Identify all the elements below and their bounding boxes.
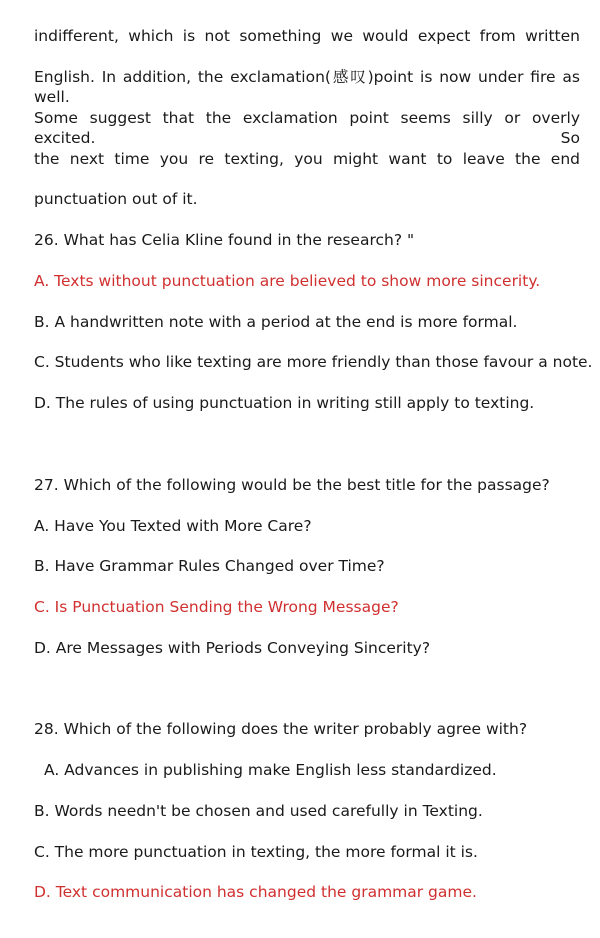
passage-line-1: indifferent, which is not something we would expect from written (34, 27, 580, 45)
q28-option-d-answer: D. Text communication has changed the grammar game. (34, 883, 477, 901)
q26-option-c: C. Students who like texting are more friendly than those favour a note. (34, 353, 593, 371)
q26-option-b: B. A handwritten note with a period at the end is more formal. (34, 313, 518, 331)
q27-option-c-answer: C. Is Punctuation Sending the Wrong Message? (34, 598, 399, 616)
q27-option-b: B. Have Grammar Rules Changed over Time? (34, 557, 385, 575)
passage-line-2: English. In addition, the exclamation(感叹)point is now under fire as well. (34, 68, 580, 106)
q27-option-d: D. Are Messages with Periods Conveying Sincerity? (34, 639, 431, 657)
q27-question: 27. Which of the following would be the best title for the passage? (34, 476, 550, 494)
passage-line-5: punctuation out of it. (34, 190, 198, 208)
q28-option-b: B. Words needn't be chosen and used carefully in Texting. (34, 802, 483, 820)
passage-line-4: the next time you re texting, you might want to leave the end (34, 150, 580, 168)
q27-option-a: A. Have You Texted with More Care? (34, 517, 312, 535)
q28-option-a: A. Advances in publishing make English less standardized. (44, 761, 497, 779)
q28-question: 28. Which of the following does the writer probably agree with? (34, 720, 528, 738)
q26-option-a-answer: A. Texts without punctuation are believed to show more sincerity. (34, 272, 541, 290)
q28-option-c: C. The more punctuation in texting, the more formal it is. (34, 843, 478, 861)
q26-option-d: D. The rules of using punctuation in writing still apply to texting. (34, 394, 535, 412)
q26-question: 26. What has Celia Kline found in the research? " (34, 231, 415, 249)
passage-line-3: Some suggest that the exclamation point seems silly or overly excited. So (34, 109, 580, 147)
